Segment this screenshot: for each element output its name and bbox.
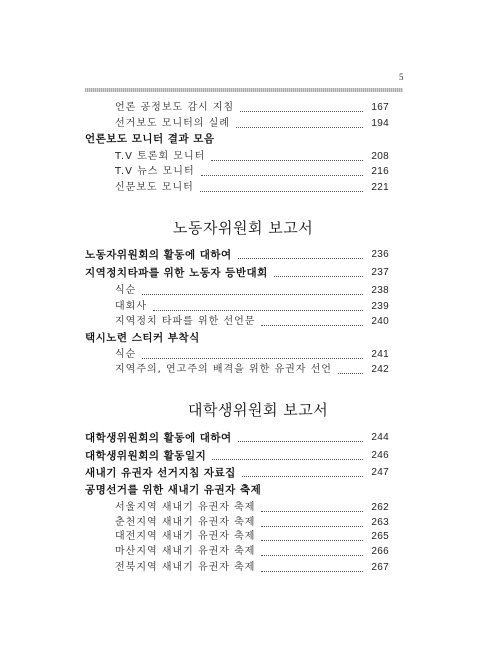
- toc-entry: [85, 466, 389, 480]
- section-title-labor: 노동자위원회 보고서: [173, 219, 314, 237]
- dot-leader: [261, 325, 363, 326]
- toc-entry-label: 춘천지역 새내기 유권자 축제: [115, 517, 256, 528]
- toc-heading-label: 택시노련 스티커 부착식: [85, 332, 200, 344]
- top-divider: [85, 88, 403, 92]
- dot-leader: [274, 276, 364, 277]
- toc-entry-label: 신문보도 모니터: [115, 182, 194, 193]
- toc-entry: [115, 284, 389, 298]
- dot-leader: [261, 540, 363, 541]
- toc-entry-page: 221: [371, 182, 389, 193]
- dot-leader: [211, 160, 363, 161]
- dot-leader: [153, 310, 363, 311]
- toc-entry-page: 263: [371, 517, 389, 528]
- dot-leader: [236, 127, 363, 128]
- toc-entry-label: 지역정치타파를 위한 노동자 등반대회: [85, 267, 268, 279]
- toc-heading: [85, 132, 389, 146]
- toc-entry-label: 언론 공정보도 감시 지침: [115, 102, 235, 113]
- toc-entry: [115, 101, 389, 115]
- dot-leader: [142, 358, 363, 359]
- toc-entry: [115, 315, 389, 329]
- toc-entry-page: 167: [371, 102, 389, 113]
- toc-entry: [115, 561, 389, 575]
- toc-entry: [85, 266, 389, 280]
- toc-entry-page: 246: [371, 450, 389, 461]
- dot-leader: [261, 511, 363, 512]
- toc-entry-page: 247: [371, 467, 389, 478]
- toc-entry-label: 서울지역 새내기 유권자 축제: [115, 502, 256, 513]
- toc-entry-page: 208: [371, 151, 389, 162]
- page-number: 5: [399, 72, 404, 82]
- dot-leader: [238, 258, 364, 259]
- toc-entry: [115, 545, 389, 559]
- toc-entry-page: 267: [371, 562, 389, 573]
- toc-entry-page: 238: [371, 285, 389, 296]
- dot-leader: [261, 555, 363, 556]
- toc-entry-page: 244: [371, 432, 389, 443]
- toc-entry-page: 237: [371, 267, 389, 278]
- toc-entry-label: 새내기 유권자 선거지침 자료집: [85, 467, 236, 479]
- dot-leader: [200, 191, 364, 192]
- toc-entry-label: 대학생위원회의 활동일지: [85, 450, 207, 462]
- toc-entry-label: 대전지역 새내기 유권자 축제: [115, 531, 256, 542]
- toc-entry-label: 식순: [115, 349, 137, 360]
- toc-entry-page: 242: [371, 364, 389, 375]
- toc-entry: [115, 150, 389, 164]
- toc-entry: [115, 516, 389, 530]
- toc-entry-page: 236: [371, 249, 389, 260]
- toc-entry: [115, 117, 389, 131]
- toc-entry-label: 전북지역 새내기 유권자 축제: [115, 562, 256, 573]
- dot-leader: [212, 459, 363, 460]
- toc-entry: [115, 300, 389, 314]
- toc-entry-page: 266: [371, 546, 389, 557]
- toc-entry-label: 지역정치 타파를 위한 선언문: [115, 316, 256, 327]
- toc-heading-label: 공명선거를 위한 새내기 유권자 축제: [85, 484, 262, 496]
- toc-entry-page: 239: [371, 301, 389, 312]
- toc-entry-label: T.V 토론회 모니터: [115, 151, 206, 162]
- toc-entry: [115, 181, 389, 195]
- dot-leader: [261, 526, 363, 527]
- dot-leader: [201, 175, 364, 176]
- dot-leader: [338, 373, 363, 374]
- toc-entry-page: 265: [371, 531, 389, 542]
- toc-heading-label: 언론보도 모니터 결과 모음: [85, 133, 215, 145]
- toc-entry: [85, 248, 389, 262]
- toc-heading: [85, 483, 389, 497]
- toc-entry-label: 선거보도 모니터의 실례: [115, 118, 230, 129]
- toc-entry-page: 216: [371, 166, 389, 177]
- dot-leader: [238, 441, 364, 442]
- section-title-student: 대학생위원회 보고서: [188, 401, 329, 419]
- toc-entry-label: 대회사: [115, 301, 147, 312]
- toc-entry-label: 대학생위원회의 활동에 대하여: [85, 432, 232, 444]
- toc-entry: [85, 431, 389, 445]
- dot-leader: [242, 476, 364, 477]
- toc-entry-label: 식순: [115, 285, 137, 296]
- toc-entry-label: 노동자위원회의 활동에 대하여: [85, 249, 232, 261]
- toc-entry: [115, 348, 389, 362]
- toc-entry: [115, 501, 389, 515]
- toc-entry: [115, 363, 389, 377]
- toc-entry: [115, 165, 389, 179]
- toc-entry-page: 262: [371, 502, 389, 513]
- toc-entry-page: 194: [371, 118, 389, 129]
- dot-leader: [142, 294, 363, 295]
- dot-leader: [261, 571, 363, 572]
- toc-entry: [115, 530, 389, 544]
- toc-heading: [85, 331, 389, 345]
- toc-entry-label: 지역주의, 연고주의 배격을 위한 유권자 선언: [115, 364, 332, 375]
- toc-entry-label: 마산지역 새내기 유권자 축제: [115, 546, 256, 557]
- toc-entry-label: T.V 뉴스 모니터: [115, 166, 195, 177]
- toc-entry: [85, 449, 389, 463]
- dot-leader: [240, 111, 363, 112]
- toc-entry-page: 241: [371, 349, 389, 360]
- toc-entry-page: 240: [371, 316, 389, 327]
